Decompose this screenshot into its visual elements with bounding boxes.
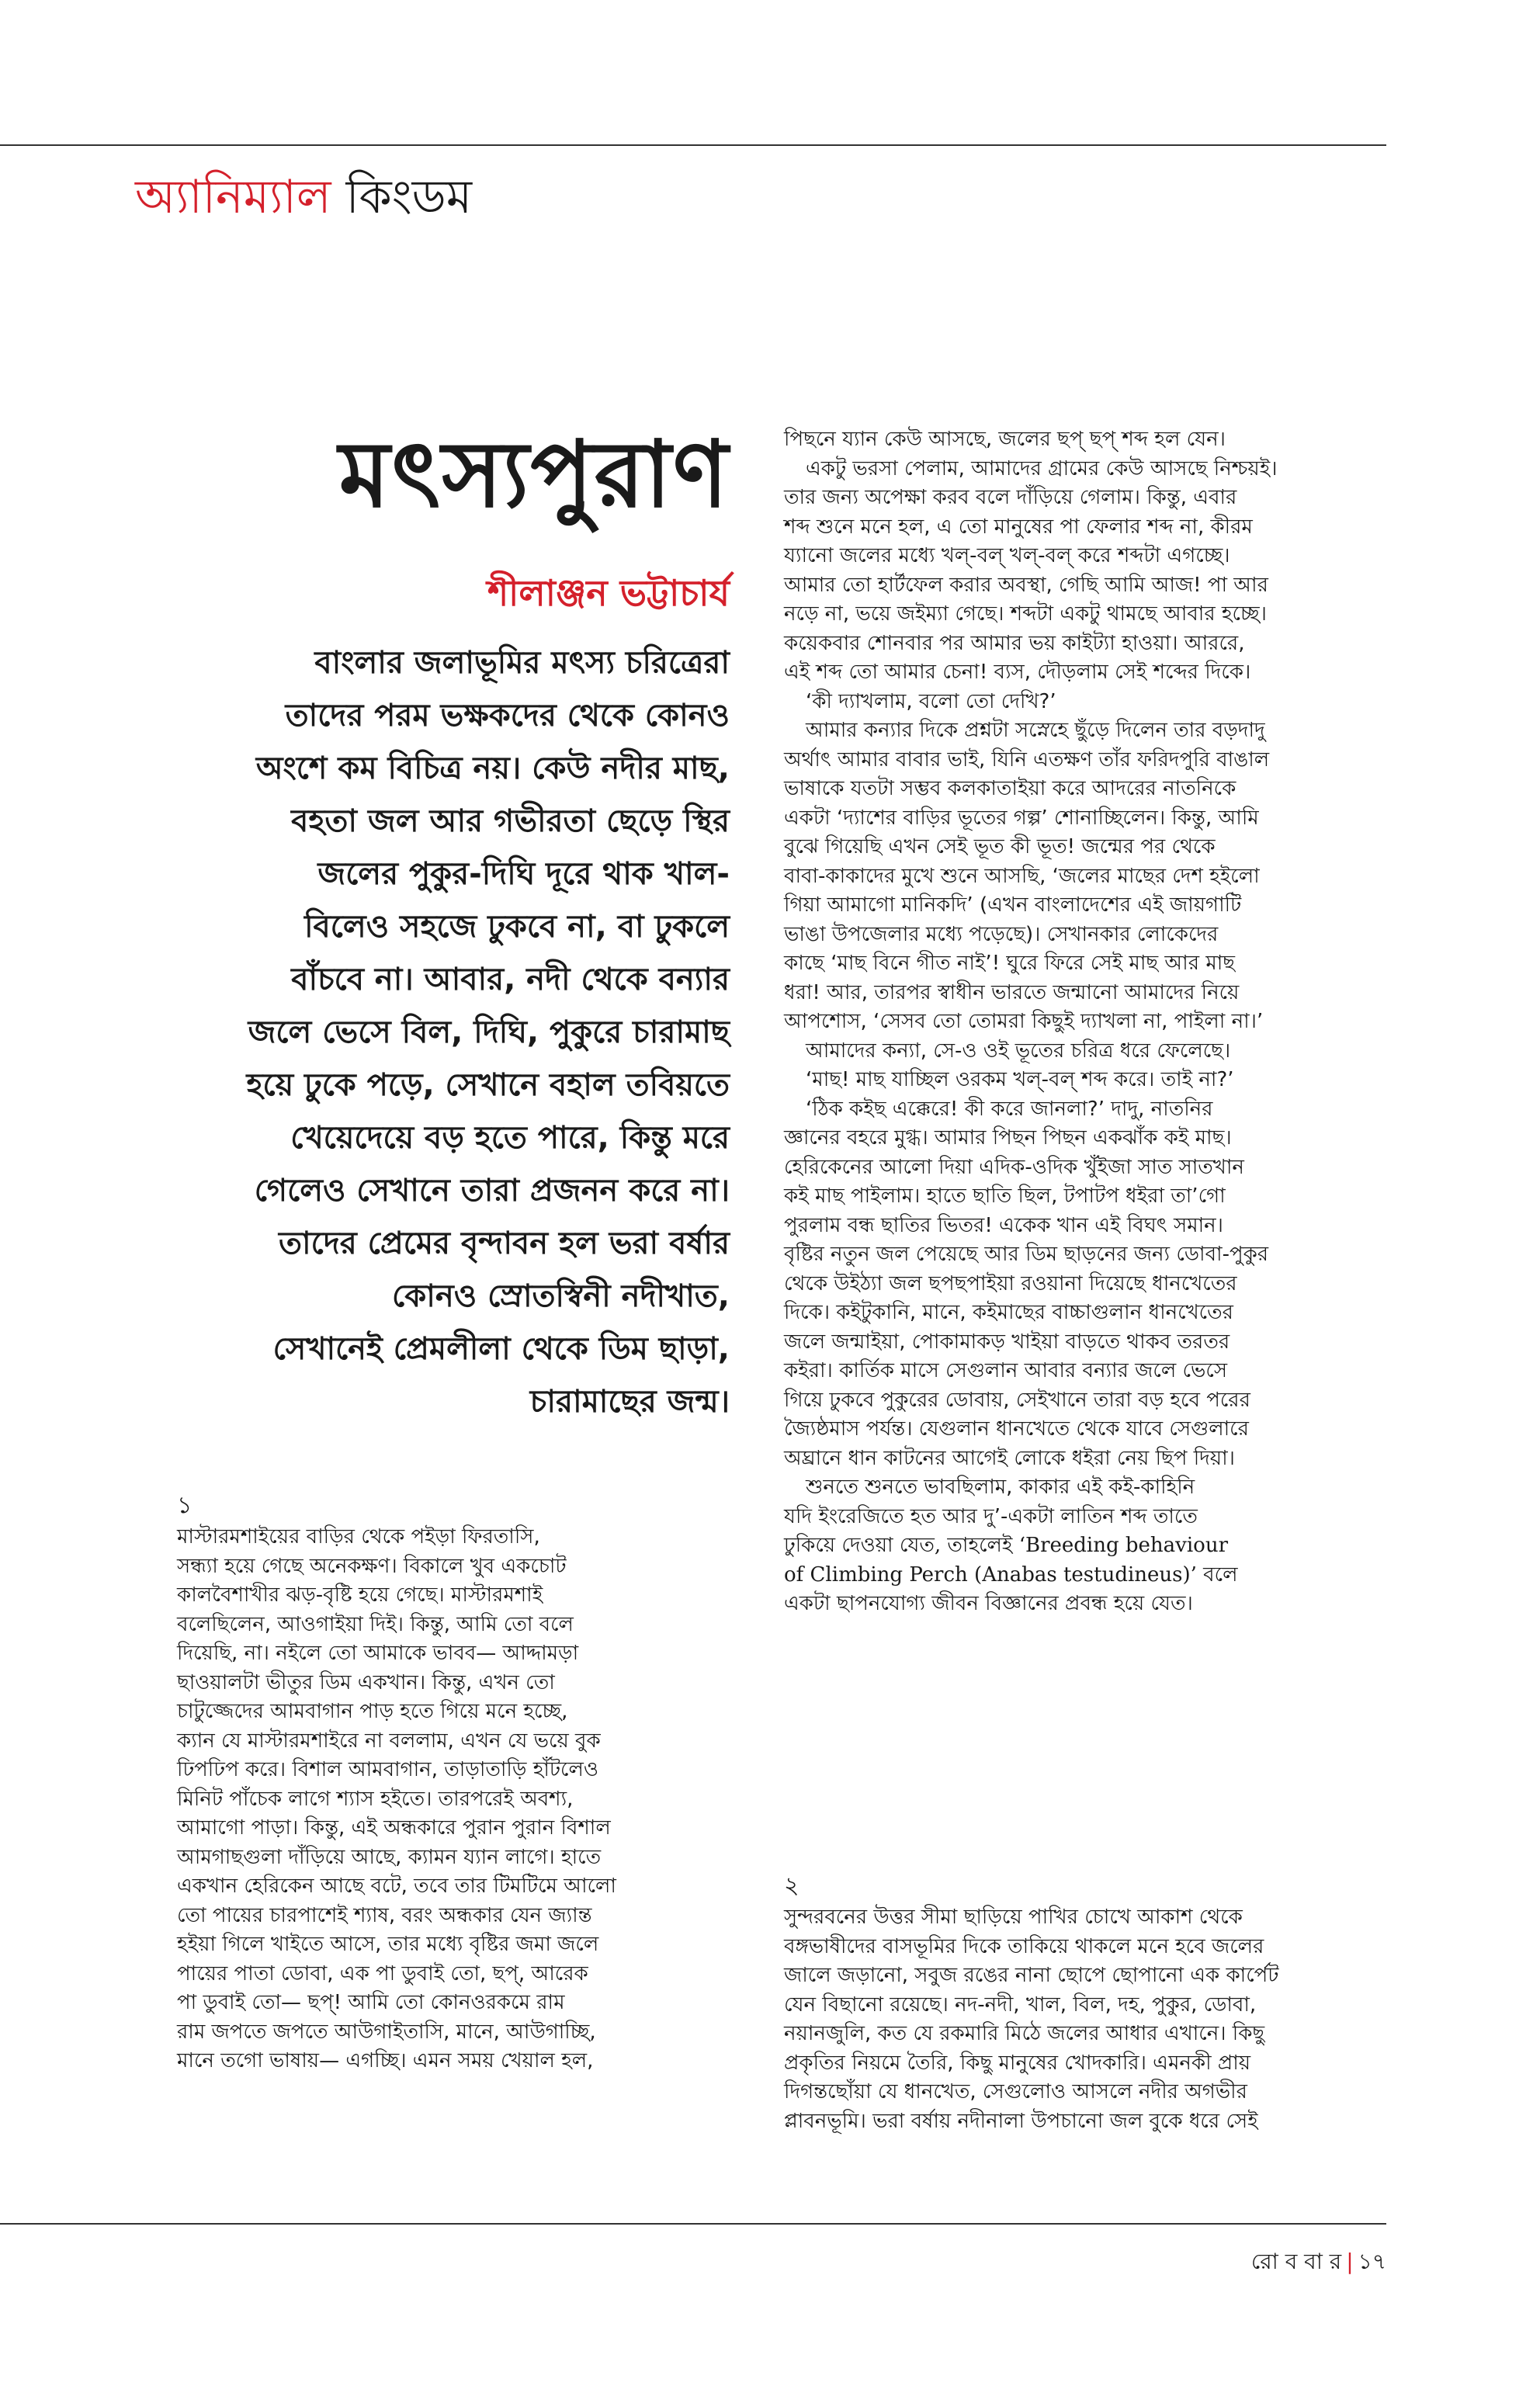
text-line: একটা ‘দ্যাশের বাড়ির ভূতের গল্প’ শোনাচ্ছিলেন। কিন্তু, আমি	[784, 806, 1259, 830]
section-2-number: ২	[784, 1872, 799, 1899]
text-line: ধরা! আর, তারপর স্বাধীন ভারতে জন্মানো আমাদের নিয়ে	[784, 980, 1240, 1004]
text-line: ‘ঠিক কইছ এক্কেরে! কী করে জানলা?’ দাদু, নাতনির	[806, 1097, 1213, 1121]
text-line: থেকে উইঠ্যা জল ছপছপাইয়া রওয়ানা দিয়েছে ধানখেতের	[784, 1271, 1237, 1295]
text-line: বুঝে গিয়েছি এখন সেই ভূত কী ভূত! জন্মের পর থেকে	[784, 835, 1216, 858]
text-line: কই মাছ পাইলাম। হাতে ছাতি ছিল, টপাটপ ধইরা তা’গো	[784, 1184, 1226, 1208]
text-line: ‘মাছ! মাছ যাচ্ছিল ওরকম খল্-বল্ শব্দ করে। তাই না?’	[806, 1068, 1234, 1091]
text-line: বাঁচবে না। আবার, নদী থেকে বন্যার	[291, 962, 730, 997]
text-line: দিকে। কইটুকানি, মানে, কইমাছের বাচ্চাগুলান ধানখেতের	[784, 1301, 1233, 1324]
text-line: জলের পুকুর-দিঘি দূরে থাক খাল-	[317, 856, 730, 892]
article-title: মৎস্যপুরাণ	[338, 420, 730, 528]
bottom-rule	[0, 2223, 1386, 2225]
text-line: একটু ভরসা পেলাম, আমাদের গ্রামের কেউ আসছে নিশ্চয়ই।	[806, 456, 1278, 480]
section-kicker	[135, 161, 472, 239]
text-line: বঙ্গভাষীদের বাসভূমির দিকে তাকিয়ে থাকলে মনে হবে জলের	[784, 1934, 1264, 1958]
text-line: জলে জন্মাইয়া, পোকামাকড় খাইয়া বাড়তে থাকব তরতর	[784, 1330, 1230, 1354]
section-1-body	[177, 1523, 736, 2076]
text-line: ছাওয়ালটা ভীতুর ডিম একখান। কিন্তু, এখন তো	[177, 1670, 555, 1694]
text-line: তার জন্য অপেক্ষা করব বলে দাঁড়িয়ে গেলাম। কিন্তু, এবার	[784, 486, 1237, 509]
text-line: চারামাছের জন্ম।	[529, 1384, 730, 1420]
text-line: একখান হেরিকেন আছে বটে, তবে তার টিমটিমে আলো	[177, 1875, 616, 1898]
text-line: পা ডুবাই তো— ছপ্! আমি তো কোনওরকমে রাম	[177, 1991, 565, 2014]
text-line: সন্ধ্যা হয়ে গেছে অনেকক্ষণ। বিকালে খুব একচোট	[177, 1554, 567, 1578]
text-line: বলেছিলেন, আওগাইয়া দিই। কিন্তু, আমি তো বলে	[177, 1612, 574, 1636]
text-line: মাস্টারমশাইয়ের বাড়ির থেকে পইড়া ফিরতাসি,	[177, 1525, 540, 1549]
standfirst	[124, 636, 730, 1428]
text-line: হয়ে ঢুকে পড়ে, সেখানে বহাল তবিয়তে	[246, 1067, 730, 1103]
text-line: ঢিপঢিপ করে। বিশাল আমবাগান, তাড়াতাড়ি হাঁটলেও	[177, 1758, 599, 1781]
article-author: শীলাঞ্জন ভট্টাচার্য	[487, 572, 730, 614]
text-line: অংশে কম বিচিত্র নয়। কেউ নদীর মাছ,	[255, 751, 730, 786]
right-column-section-2	[784, 1871, 1382, 2136]
text-line: তো পায়ের চারপাশেই শ্যাষ, বরং অন্ধকার যেন জ্যান্ত	[177, 1903, 592, 1927]
page-number: ১৭	[1358, 2249, 1386, 2274]
text-line: ভাঙা উপজেলার মধ্যে পড়েছে)। সেখানকার লোকেদের	[784, 922, 1219, 946]
text-line: তাদের প্রেমের বৃন্দাবন হল ভরা বর্ষার	[279, 1226, 730, 1261]
text-line: কাছে ‘মাছ বিনে গীত নাই’! ঘুরে ফিরে সেই মাছ আর মাছ	[784, 952, 1236, 975]
right-column-body	[784, 425, 1382, 1619]
kicker-red-word: অ্যানিম্যাল	[135, 170, 331, 224]
magazine-name: রো ব বা র	[1250, 2249, 1342, 2274]
text-line: আমাদের কন্যা, সে-ও ওই ভূতের চরিত্র ধরে ফেলেছে।	[806, 1039, 1231, 1063]
text-line: যদি ইংরেজিতে হত আর দু’-একটা লাতিন শব্দ তাতে	[784, 1504, 1198, 1528]
text-line: চাটুজ্জেদের আমবাগান পাড় হতে গিয়ে মনে হচ্ছে,	[177, 1700, 568, 1723]
text-line: বাংলার জলাভূমির মৎস্য চরিত্রেরা	[314, 645, 730, 681]
kicker-dark-word: কিংডম	[345, 170, 473, 224]
text-line: গিয়ে ঢুকবে পুকুরের ডোবায়, সেইখানে তারা বড় হবে পরের	[784, 1388, 1250, 1412]
text-line: পুরলাম বন্ধ ছাতির ভিতর! একেক খান এই বিঘৎ সমান।	[784, 1213, 1223, 1237]
text-line: দিগন্তছোঁয়া যে ধানখেত, সেগুলোও আসলে নদীর অগভীর	[784, 2080, 1247, 2103]
text-line: of Climbing Perch (Anabas testudineus)’ বলে	[784, 1562, 1238, 1587]
text-line: তাদের পরম ভক্ষকদের থেকে কোনও	[285, 698, 730, 734]
text-line: পিছনে য্যান কেউ আসছে, জলের ছপ্ ছপ্ শব্দ হল যেন।	[784, 428, 1226, 451]
text-line: মিনিট পাঁচেক লাগে শ্যাস হইতে। তারপরেই অবশ্য,	[177, 1787, 574, 1811]
text-line: কোনও স্রোতস্বিনী নদীখাত,	[392, 1278, 730, 1314]
text-line: কইরা। কার্তিক মাসে সেগুলান আবার বন্যার জলে ভেসে	[784, 1359, 1228, 1382]
text-line: মানে তগো ভাষায়— এগচ্ছি। এমন সময় খেয়াল হল,	[177, 2049, 594, 2072]
text-line: সুন্দরবনের উত্তর সীমা ছাড়িয়ে পাখির চোখে আকাশ থেকে	[784, 1906, 1243, 1929]
text-line: অঘ্রানে ধান কাটনের আগেই লোকে ধইরা নেয় ছিপ দিয়া।	[784, 1446, 1235, 1470]
left-column	[177, 1490, 736, 2076]
text-line: শুনতে শুনতে ভাবছিলাম, কাকার এই কই-কাহিনি	[806, 1476, 1195, 1499]
text-line: বিলেও সহজে ঢুকবে না, বা ঢুকলে	[304, 909, 730, 945]
text-line: দিয়েছি, না। নইলে তো আমাকে ভাবব— আদ্দামড়া	[177, 1642, 579, 1665]
text-line: গিয়া আমাগো মানিকদি’ (এখন বাংলাদেশের এই জায়গাটি	[784, 893, 1242, 917]
text-line: বৃষ্টির নতুন জল পেয়েছে আর ডিম ছাড়নের জন্য ডোবা-পুকুর	[784, 1243, 1269, 1266]
text-line: গেলেও সেখানে তারা প্রজনন করে না।	[254, 1173, 730, 1209]
text-line: ঢুকিয়ে দেওয়া যেত, তাহলেই ‘Breeding behaviour	[784, 1534, 1229, 1557]
text-line: একটা ছাপনযোগ্য জীবন বিজ্ঞানের প্রবন্ধ হয়ে যেত।	[784, 1592, 1193, 1615]
text-line: প্লাবনভূমি। ভরা বর্ষায় নদীনালা উপচানো জল বুকে ধরে সেই	[784, 2109, 1258, 2133]
text-line: পায়ের পাতা ডোবা, এক পা ডুবাই তো, ছপ্, আরেক	[177, 1961, 588, 1985]
text-line: রাম জপতে জপতে আউগাইতাসি, মানে, আউগাচ্ছি,	[177, 2020, 596, 2044]
text-line: অর্থাৎ আমার বাবার ভাই, যিনি এতক্ষণ তাঁর ফরিদপুরি বাঙাল	[784, 747, 1270, 772]
text-line: ক্যান যে মাস্টারমশাইরে না বললাম, এখন যে ভয়ে বুক	[177, 1729, 601, 1753]
page-footer	[1211, 2245, 1386, 2281]
text-line: ভাষাকে যতটা সম্ভব কলকাতাইয়া করে আদরের নাতনিকে	[784, 777, 1237, 800]
text-line: বহতা জল আর গভীরতা ছেড়ে স্থির	[291, 803, 730, 839]
text-line: প্রকৃতির নিয়মে তৈরি, কিছু মানুষের খোদকারি। এমনকী প্রায়	[784, 2051, 1251, 2075]
text-line: সেখানেই প্রেমলীলা থেকে ডিম ছাড়া,	[272, 1331, 730, 1367]
text-line: আমার কন্যার দিকে প্রশ্নটা সস্নেহে ছুঁড়ে দিলেন তার বড়দাদু	[806, 719, 1265, 742]
text-line: আপশোস, ‘সেসব তো তোমরা কিছুই দ্যাখলা না, পাইলা না।’	[784, 1010, 1264, 1033]
text-line: যেন বিছানো রয়েছে। নদ-নদী, খাল, বিল, দহ, পুকুর, ডোবা,	[784, 1992, 1257, 2017]
top-rule	[0, 144, 1386, 146]
text-line: বাবা-কাকাদের মুখে শুনে আসছি, ‘জলের মাছের দেশ হইলো	[784, 864, 1260, 888]
footer-separator: |	[1346, 2249, 1354, 2274]
text-line: হইয়া গিলে খাইতে আসে, তার মধ্যে বৃষ্টির জমা জলে	[177, 1933, 599, 1956]
section-1-number: ১	[177, 1492, 192, 1519]
section-2-body	[784, 1903, 1382, 2136]
text-line: এই শব্দ তো আমার চেনা! ব্যস, দৌড়লাম সেই শব্দের দিকে।	[784, 661, 1251, 684]
text-line: নড়ে না, ভয়ে জইম্যা গেছে। শব্দটা একটু থামছে আবার হচ্ছে।	[784, 602, 1267, 626]
text-line: হেরিকেনের আলো দিয়া এদিক-ওদিক খুঁইজা সাত সাতখান	[784, 1155, 1244, 1179]
text-line: জ্ঞানের বহরে মুগ্ধ। আমার পিছন পিছন একঝাঁক কই মাছ।	[784, 1126, 1232, 1150]
text-line: আমাগো পাড়া। কিন্তু, এই অন্ধকারে পুরান পুরান বিশাল	[177, 1816, 611, 1840]
text-line: য্যানো জলের মধ্যে খল্-বল্ খল্-বল্ করে শব্দটা এগচ্ছে।	[784, 544, 1230, 567]
text-line: কালবৈশাখীর ঝড়-বৃষ্টি হয়ে গেছে। মাস্টারমশাই	[177, 1583, 543, 1607]
text-line: নয়ানজুলি, কত যে রকমারি মিঠে জলের আধার এখানে। কিছু	[784, 2022, 1265, 2045]
text-line: শব্দ শুনে মনে হল, এ তো মানুষের পা ফেলার শব্দ না, কীরম	[784, 515, 1253, 539]
text-line: খেয়েদেয়ে বড় হতে পারে, কিন্তু মরে	[290, 1120, 730, 1156]
text-line: জলে ভেসে বিল, দিঘি, পুকুরে চারামাছ	[248, 1014, 730, 1050]
text-line: ‘কী দ্যাখলাম, বলো তো দেখি?’	[806, 689, 1056, 713]
text-line: আমগাছগুলা দাঁড়িয়ে আছে, ক্যামন য্যান লাগে। হাতে	[177, 1845, 602, 1869]
text-line: জ্যৈষ্ঠমাস পর্যন্ত। যেগুলান ধানখেতে থেকে যাবে সেগুলারে	[784, 1417, 1249, 1441]
text-line: জালে জড়ানো, সবুজ রঙের নানা ছোপে ছোপানো এক কার্পেট	[784, 1964, 1279, 1987]
text-line: কয়েকবার শোনবার পর আমার ভয় কাইট্যা হাওয়া। আররে,	[784, 631, 1245, 655]
text-line: আমার তো হার্টফেল করার অবস্থা, গেছি আমি আজ! পা আর	[784, 573, 1268, 597]
